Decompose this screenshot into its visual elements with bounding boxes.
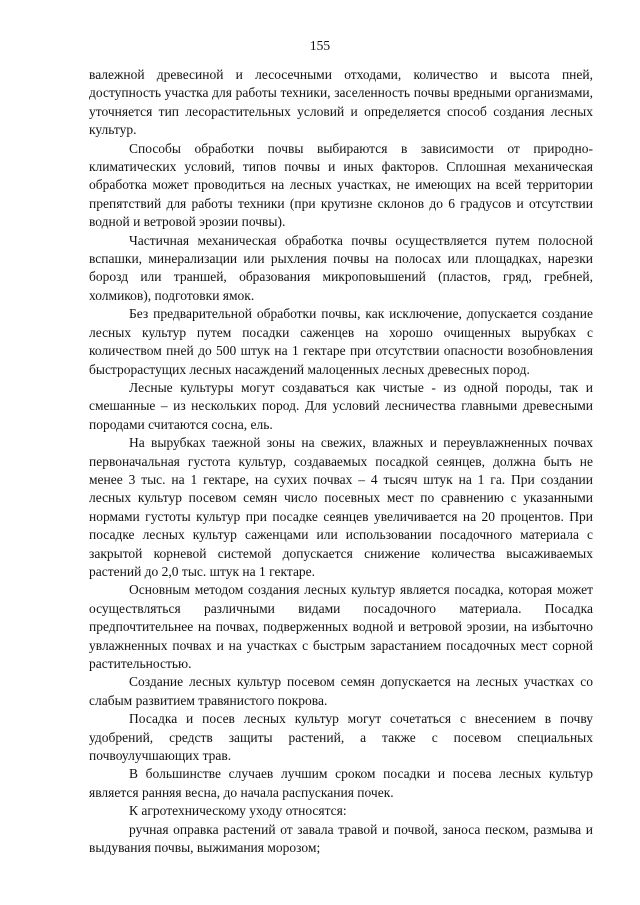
paragraph-no-treatment: Без предварительной обработки почвы, как исключение, допускается создание лесных культур путем посадки саженцев на хорошо очищенных вырубках с количеством пней до 500 штук на 1 гектаре при отсутствии опасности возобновления быстрорастущих лесных насаждений малоценных лесных древесных пород.: [89, 306, 593, 377]
body-text: [89, 66, 593, 857]
paragraph-manual-care: ручная оправка растений от завала травой и почвой, заноса песком, размыва и выдувания почвы, выжимания морозом;: [89, 821, 593, 856]
paragraph-partial-treatment: Частичная механическая обработка почвы осуществляется путем полосной вспашки, минерализации или рыхления почвы на полосах или площадках, нарезки борозд или траншей, образования микроповышений (пластов, гряд, гребней, холмиков), подготовки ямок.: [89, 232, 593, 303]
page-number: 155: [309, 38, 331, 53]
paragraph-continuation: валежной древесиной и лесосечными отходами, количество и высота пней, доступность участка для работы техники, заселенность почвы вредными организмами, уточняется тип лесорастительных условий и определяется способ создания лесных культур.: [89, 67, 593, 138]
paragraph-planting-method: Основным методом создания лесных культур является посадка, которая может осуществляться различными видами посадочного материала. Посадка предпочтительнее на почвах, подверженных водной и ветровой эрозии, на избыточно увлажненных почвах и на участках с быстрым зарастанием посадочных мест сорной растительностью.: [89, 582, 593, 671]
paragraph-soil-treatment-methods: Способы обработки почвы выбираются в зависимости от природно-климатических условий, типов почвы и иных факторов. Сплошная механическая обработка может проводиться на лесных участках, не имеющих на всей территории препятствий для работы техники (при крутизне склонов до 6 градусов и отсутствии водной и ветровой эрозии почвы).: [89, 140, 593, 230]
paragraph-planting-density: На вырубках таежной зоны на свежих, влажных и переувлажненных почвах первоначальная густота культур, создаваемых посадкой сеянцев, должна быть не менее 3 тыс. на 1 гектаре, на сухих почвах – 4 тысяч штук на 1 га. При создании лесных культур посевом семян число посевных мест по сравнению с указанными нормами густоты культур при посадке сеянцев увеличивается на 20 процентов. При посадке лесных культур саженцами или использовании посадочного материала с закрытой корневой системой допускается снижение количества высаживаемых растений до 2,0 тыс. штук на 1 гектаре.: [89, 435, 593, 579]
paragraph-planting-season: В большинстве случаев лучшим сроком посадки и посева лесных культур является ранняя весна, до начала распускания почек.: [89, 766, 593, 800]
paragraph-pure-mixed-cultures: Лесные культуры могут создаваться как чистые - из одной породы, так и смешанные – из нескольких пород. Для условий лесничества главными древесными породами считаются сосна, ель.: [89, 379, 593, 432]
paragraph-fertilizers: Посадка и посев лесных культур могут сочетаться с внесением в почву удобрений, средств защиты растений, а также с посевом специальных почвоулучшающих трав.: [89, 711, 593, 764]
paragraph-seed-sowing: Создание лесных культур посевом семян допускается на лесных участках со слабым развитием травянистого покрова.: [89, 674, 593, 708]
paragraph-agrotechnical-care-heading: К агротехническому уходу относятся:: [129, 803, 347, 819]
